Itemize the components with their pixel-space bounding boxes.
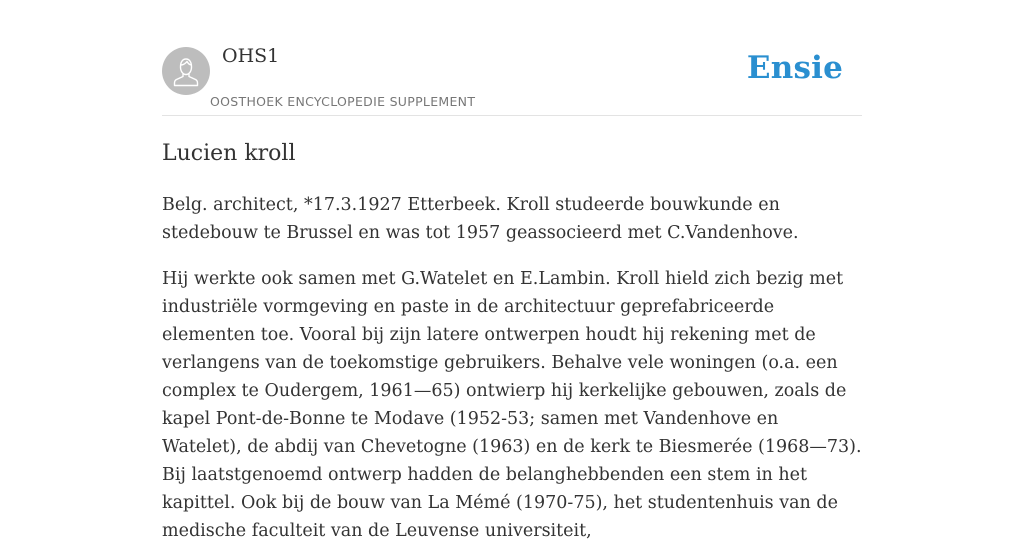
article-paragraph: Belg. architect, *17.3.1927 Etterbeek. Kroll studeerde bouwkunde en stedebouw te Brussel en was tot 1957 geassocieerd met C.Vandenhove. [162, 195, 799, 243]
author-name[interactable]: OHS1 [222, 45, 280, 67]
article-title: Lucien kroll [162, 141, 296, 166]
user-icon [162, 47, 210, 95]
source-label[interactable]: OOSTHOEK ENCYCLOPEDIE SUPPLEMENT [210, 94, 476, 109]
header [162, 0, 862, 116]
site-logo[interactable]: Ensie [746, 50, 843, 86]
article [162, 136, 862, 545]
author-avatar[interactable] [162, 47, 210, 95]
article-paragraph: Hij werkte ook samen met G.Watelet en E.Lambin. Kroll hield zich bezig met industriële vormgeving en paste in de architectuur geprefabriceerde elementen toe. Vooral bij zijn latere ontwerpen houdt hij rekening met de verlangens van de toekomstige gebruikers. Behalve vele woningen (o.a. een complex te Oudergem, 1961—65) ontwierp hij kerkelijke gebouwen, zoals de kapel Pont-de-Bonne te Modave (1952-53; samen met Vandenhove en Watelet), de abdij van Chevetogne (1963) en de kerk te Biesmerée (1968—73). Bij laatstgenoemd ontwerp hadden de belanghebbenden een stem in het kapittel. Ook bij de bouw van La Mémé (1970-75), het studentenhuis van de medische faculteit van de Leuvense universiteit, [162, 269, 862, 541]
